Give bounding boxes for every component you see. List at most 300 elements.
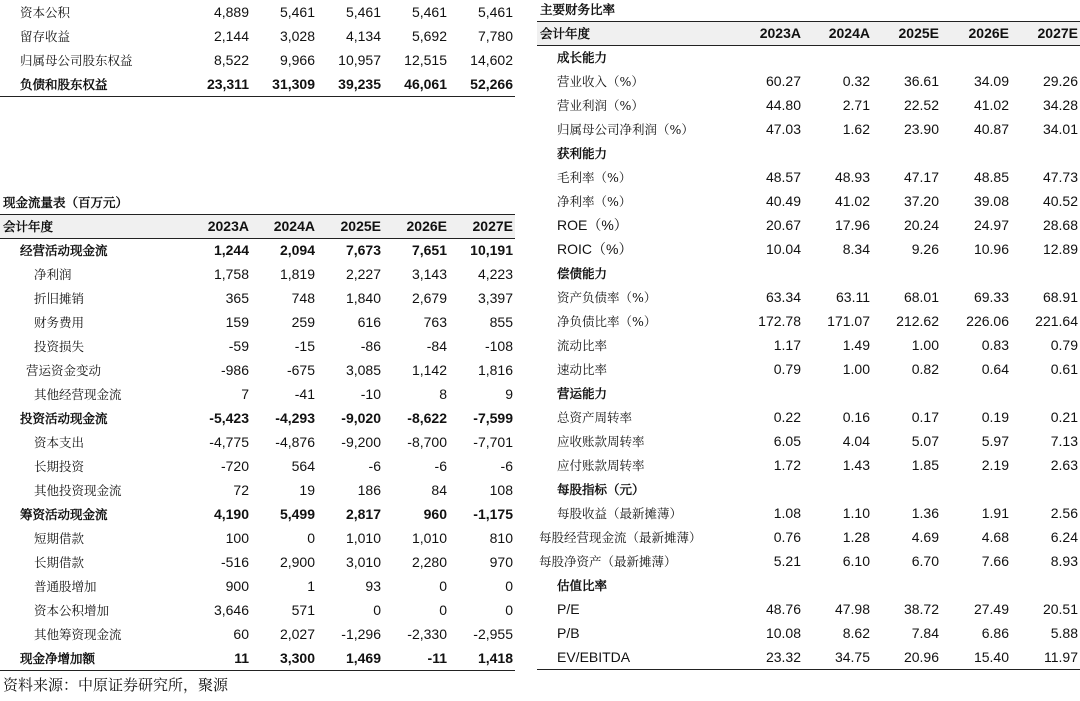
cell-value: [872, 573, 941, 597]
cell-value: 0.79: [773, 361, 801, 377]
cell-value: 48.85: [973, 169, 1009, 185]
cell-value: -720: [220, 458, 249, 474]
table-row-total: [0, 72, 515, 96]
cell-value: 28.68: [1042, 217, 1078, 233]
cell-value: 6.70: [911, 553, 939, 569]
row-label: 经营活动现金流: [20, 243, 108, 259]
cell-value: [803, 381, 872, 405]
cell-value: 60: [233, 626, 249, 642]
cell-value: 855: [489, 314, 513, 330]
cell-value: -7,599: [473, 410, 513, 426]
table-header-row: [537, 22, 1080, 45]
cell-value: 10.04: [765, 241, 801, 257]
cell-value: [734, 477, 803, 501]
cell-value: -2,330: [407, 626, 447, 642]
cell-value: 3,085: [345, 362, 381, 378]
cell-value: 3,028: [279, 28, 315, 44]
table-row: [537, 549, 1080, 573]
cell-value: 14,602: [470, 52, 513, 68]
cell-value: 2,817: [345, 506, 381, 522]
cell-value: [1011, 261, 1080, 285]
row-label: 其他筹资现金流: [34, 627, 122, 642]
table-row: [0, 382, 515, 406]
cell-value: 34.75: [834, 648, 870, 665]
row-label: 归属母公司股东权益: [20, 53, 133, 68]
cell-value: 748: [291, 290, 315, 306]
cell-value: [734, 573, 803, 597]
table-row: [0, 430, 515, 454]
cell-value: 5,692: [411, 28, 447, 44]
cell-value: 1,816: [477, 362, 513, 378]
cell-value: 159: [225, 314, 249, 330]
cell-value: [941, 45, 1011, 69]
row-label: 净利率（%）: [557, 194, 632, 209]
cell-value: 12.89: [1042, 241, 1078, 257]
cell-value: [1011, 141, 1080, 165]
cell-value: 0.16: [842, 409, 870, 425]
cell-value: 5,461: [279, 4, 315, 20]
row-label: ROE（%）: [557, 217, 628, 233]
row-label: 折旧摊销: [34, 291, 85, 306]
cell-value: 41.02: [973, 97, 1009, 113]
cell-value: 23.90: [903, 121, 939, 137]
table-row: [0, 286, 515, 310]
header-year: 2024A: [273, 218, 315, 235]
cell-value: 69.33: [973, 289, 1009, 305]
cell-value: 1.28: [842, 529, 870, 545]
cell-value: [734, 45, 803, 69]
table-row: [537, 165, 1080, 189]
cell-value: 1.17: [773, 337, 801, 353]
row-label: 营业收入（%）: [557, 74, 644, 89]
cell-value: 8: [439, 386, 447, 402]
table-row: [537, 429, 1080, 453]
ratios-body: [537, 45, 1080, 669]
cell-value: -11: [427, 649, 447, 666]
cell-value: 0.61: [1050, 361, 1078, 377]
cell-value: 1: [307, 578, 315, 594]
cell-value: -8,700: [407, 434, 447, 450]
cell-value: 0: [307, 530, 315, 546]
cell-value: 226.06: [966, 313, 1009, 329]
cell-value: [1011, 477, 1080, 501]
cell-value: 1.43: [842, 457, 870, 473]
cell-value: 40.52: [1042, 193, 1078, 209]
cell-value: 47.03: [765, 121, 801, 137]
table-row: [0, 478, 515, 502]
cell-value: 40.87: [973, 121, 1009, 137]
cell-value: 5,461: [477, 4, 513, 20]
cell-value: 6.24: [1050, 529, 1078, 545]
cell-value: 1.00: [842, 361, 870, 377]
cell-value: 2,900: [279, 554, 315, 570]
cell-value: 10.08: [765, 625, 801, 641]
cell-value: 6.05: [773, 433, 801, 449]
row-label: 总资产周转率: [557, 410, 633, 425]
cell-value: 4,889: [213, 4, 249, 20]
cash-flow-title: 现金流量表（百万元）: [0, 193, 515, 215]
row-label: 估值比率: [557, 578, 608, 593]
cell-value: 4.04: [842, 433, 870, 449]
cell-value: 6.10: [842, 553, 870, 569]
cell-value: 7.84: [911, 625, 939, 641]
cell-value: 100: [225, 530, 249, 546]
row-label: 短期借款: [34, 531, 85, 546]
row-label: 财务费用: [34, 315, 85, 330]
cell-value: 0.32: [842, 73, 870, 89]
table-row: [0, 622, 515, 646]
cell-value: [941, 573, 1011, 597]
cell-value: 37.20: [903, 193, 939, 209]
cell-value: [872, 477, 941, 501]
cell-value: 7.66: [981, 553, 1009, 569]
category-row: [537, 573, 1080, 597]
cell-value: -1,175: [473, 506, 513, 522]
cell-value: 38.72: [903, 601, 939, 617]
cell-value: 2.63: [1050, 457, 1078, 473]
header-label: 会计年度: [540, 26, 591, 42]
cell-value: 9: [505, 386, 513, 402]
cell-value: 0: [505, 578, 513, 594]
cell-value: 20.51: [1042, 601, 1078, 617]
cell-value: 1,469: [345, 649, 381, 666]
cell-value: 960: [423, 506, 447, 522]
cell-value: 0.17: [911, 409, 939, 425]
cell-value: 4.68: [981, 529, 1009, 545]
cell-value: 34.28: [1042, 97, 1078, 113]
cell-value: -108: [484, 338, 513, 354]
cell-value: 9.26: [911, 241, 939, 257]
row-label: 资本公积: [20, 5, 71, 20]
cell-value: 763: [423, 314, 447, 330]
cell-value: 171.07: [827, 313, 870, 329]
cell-value: -986: [220, 362, 249, 378]
category-row: [537, 141, 1080, 165]
cell-value: 1.49: [842, 337, 870, 353]
row-label: P/E: [557, 601, 580, 617]
table-row: [0, 502, 515, 526]
table-row: [537, 93, 1080, 117]
row-label: 长期投资: [34, 459, 85, 474]
table-row: [0, 454, 515, 478]
cell-value: 7,651: [411, 242, 447, 259]
cell-value: [1011, 45, 1080, 69]
cell-value: 1,418: [477, 649, 513, 666]
cell-value: 0: [439, 578, 447, 594]
cell-value: -41: [294, 386, 315, 402]
cell-value: 9,966: [279, 52, 315, 68]
cell-value: 5,499: [279, 506, 315, 522]
cell-value: 0: [439, 602, 447, 618]
cell-value: 27.49: [973, 601, 1009, 617]
cell-value: 17.96: [834, 217, 870, 233]
row-label: 应收账款周转率: [557, 434, 645, 449]
cell-value: 23,311: [206, 75, 249, 92]
cell-value: 2,027: [279, 626, 315, 642]
cell-value: 10,957: [338, 52, 381, 68]
cell-value: 4,223: [477, 266, 513, 282]
row-label: 资产负债率（%）: [557, 290, 657, 305]
cell-value: 48.57: [765, 169, 801, 185]
cell-value: 900: [225, 578, 249, 594]
cell-value: 20.96: [903, 648, 939, 665]
cell-value: 34.01: [1042, 121, 1078, 137]
cell-value: 48.76: [765, 601, 801, 617]
cell-value: 63.34: [765, 289, 801, 305]
cell-value: [734, 261, 803, 285]
table-row: [537, 357, 1080, 381]
cell-value: 4,134: [345, 28, 381, 44]
cell-value: 8.34: [842, 241, 870, 257]
cell-value: 0: [505, 602, 513, 618]
cell-value: 1.85: [911, 457, 939, 473]
cell-value: -84: [426, 338, 447, 354]
cell-value: 68.91: [1042, 289, 1078, 305]
cell-value: 3,010: [345, 554, 381, 570]
cell-value: 93: [365, 578, 381, 594]
cell-value: 5.97: [981, 433, 1009, 449]
cash-flow-panel: [0, 193, 515, 671]
cell-value: 3,646: [213, 602, 249, 618]
cell-value: [803, 261, 872, 285]
cell-value: 40.49: [765, 193, 801, 209]
cell-value: 5.88: [1050, 625, 1078, 641]
cell-value: -5,423: [209, 410, 249, 426]
cell-value: 7,673: [345, 242, 381, 259]
cell-value: 44.80: [765, 97, 801, 113]
cell-value: 1.36: [911, 505, 939, 521]
row-label: 净负债比率（%）: [557, 314, 657, 329]
cell-value: 22.52: [903, 97, 939, 113]
row-label: 营业利润（%）: [557, 98, 644, 113]
table-row: [537, 621, 1080, 645]
row-label: 其他经营现金流: [34, 387, 122, 402]
row-label: 筹资活动现金流: [20, 507, 108, 522]
row-label: 其他投资现金流: [34, 483, 122, 498]
row-label: 速动比率: [557, 362, 608, 377]
cell-value: 221.64: [1035, 313, 1078, 329]
table-row: [537, 597, 1080, 621]
cell-value: -2,955: [473, 626, 513, 642]
cell-value: 68.01: [903, 289, 939, 305]
cell-value: -4,293: [275, 410, 315, 426]
cell-value: -4,876: [275, 434, 315, 450]
cell-value: 39.08: [973, 193, 1009, 209]
cell-value: 34.09: [973, 73, 1009, 89]
cell-value: 63.11: [836, 289, 870, 305]
cell-value: 52,266: [470, 75, 513, 92]
row-label: 营运能力: [557, 386, 608, 401]
cell-value: [872, 261, 941, 285]
table-header-row: [0, 215, 515, 238]
cell-value: [1011, 573, 1080, 597]
row-label: 资本公积增加: [34, 603, 110, 618]
cell-value: 29.26: [1042, 73, 1078, 89]
header-year: 2025E: [340, 218, 381, 235]
cell-value: [803, 45, 872, 69]
header-year: 2027E: [472, 218, 513, 235]
cell-value: -6: [434, 458, 447, 474]
cell-value: 36.61: [903, 73, 939, 89]
cell-value: 616: [357, 314, 381, 330]
table-row: [0, 526, 515, 550]
cell-value: 31,309: [272, 75, 315, 92]
cell-value: 48.93: [834, 169, 870, 185]
cell-value: 108: [489, 482, 513, 498]
cell-value: 1.72: [773, 457, 801, 473]
cell-value: 1,142: [411, 362, 447, 378]
cell-value: 11.97: [1044, 648, 1078, 665]
cell-value: 12,515: [404, 52, 447, 68]
row-label: P/B: [557, 625, 580, 641]
cell-value: 5,461: [345, 4, 381, 20]
cell-value: [872, 381, 941, 405]
cell-value: 3,397: [477, 290, 513, 306]
row-label: 负债和股东权益: [20, 76, 108, 92]
cell-value: [803, 141, 872, 165]
cell-value: [872, 141, 941, 165]
cell-value: 1.00: [911, 337, 939, 353]
cell-value: -59: [228, 338, 249, 354]
row-label: 每股经营现金流（最新摊薄）: [539, 530, 702, 545]
cell-value: 0.21: [1050, 409, 1078, 425]
cell-value: 5.21: [773, 553, 801, 569]
cell-value: 365: [225, 290, 249, 306]
cell-value: [803, 573, 872, 597]
cell-value: 212.62: [896, 313, 939, 329]
cell-value: 4,190: [213, 506, 249, 522]
cell-value: 23.32: [765, 648, 801, 665]
table-row: [0, 48, 515, 72]
cell-value: 2,227: [345, 266, 381, 282]
cell-value: [941, 261, 1011, 285]
cell-value: 0.83: [981, 337, 1009, 353]
row-label: 普通股增加: [34, 579, 97, 594]
header-year: 2026E: [968, 25, 1009, 42]
row-label: 净利润: [34, 267, 72, 282]
table-row: [537, 69, 1080, 93]
row-label: 营运资金变动: [26, 363, 102, 378]
cell-value: 7: [241, 386, 249, 402]
table-row: [0, 574, 515, 598]
cell-value: [734, 381, 803, 405]
cell-value: 571: [291, 602, 315, 618]
row-label: 流动比率: [557, 338, 608, 353]
cell-value: -86: [360, 338, 381, 354]
cell-value: 47.17: [903, 169, 939, 185]
cell-value: 0.79: [1050, 337, 1078, 353]
cell-value: 8.93: [1050, 553, 1078, 569]
cell-value: 39,235: [338, 75, 381, 92]
table-row: [537, 525, 1080, 549]
cell-value: 1,840: [345, 290, 381, 306]
cell-value: 4.69: [911, 529, 939, 545]
row-label: 现金净增加额: [20, 650, 96, 666]
cell-value: -15: [294, 338, 315, 354]
cell-value: 10.96: [973, 241, 1009, 257]
cell-value: 2,144: [213, 28, 249, 44]
cell-value: -6: [368, 458, 381, 474]
cell-value: 1,758: [213, 266, 249, 282]
row-label: 每股指标（元）: [557, 482, 645, 497]
cell-value: 7.13: [1050, 433, 1078, 449]
table-row: [537, 501, 1080, 525]
cell-value: 72: [233, 482, 249, 498]
row-label: 资本支出: [34, 435, 85, 450]
cell-value: 810: [489, 530, 513, 546]
cell-value: 564: [291, 458, 315, 474]
row-label: 每股收益（最新摊薄）: [557, 506, 683, 521]
table-row: [537, 117, 1080, 141]
cell-value: -8,622: [407, 410, 447, 426]
cell-value: -10: [360, 386, 381, 402]
header-year: 2023A: [207, 218, 249, 235]
cell-value: 24.97: [973, 217, 1009, 233]
header-year: 2023A: [759, 25, 801, 42]
table-row: [0, 334, 515, 358]
cell-value: 1.10: [842, 505, 870, 521]
cell-value: 41.02: [834, 193, 870, 209]
cell-value: 2.71: [842, 97, 870, 113]
cell-value: 19: [299, 482, 315, 498]
row-label: 偿债能力: [557, 266, 608, 281]
cell-value: 46,061: [404, 75, 447, 92]
cash-flow-body: [0, 238, 515, 670]
table-row: [0, 598, 515, 622]
header-year: 2027E: [1037, 25, 1078, 42]
row-label: 获利能力: [557, 146, 608, 161]
cell-value: 970: [489, 554, 513, 570]
category-row: [537, 261, 1080, 285]
cell-value: 0.64: [981, 361, 1009, 377]
cell-value: 47.98: [834, 601, 870, 617]
cell-value: 60.27: [765, 73, 801, 89]
ratios-title: 主要财务比率: [537, 0, 1080, 22]
cell-value: -9,200: [341, 434, 381, 450]
table-row: [537, 285, 1080, 309]
table-row: [537, 405, 1080, 429]
table-row: [537, 333, 1080, 357]
row-label: 投资活动现金流: [20, 411, 108, 426]
category-row: [537, 381, 1080, 405]
cell-value: 47.73: [1042, 169, 1078, 185]
table-row: [537, 453, 1080, 477]
cell-value: 172.78: [758, 313, 801, 329]
cell-value: [803, 477, 872, 501]
cell-value: -7,701: [473, 434, 513, 450]
cell-value: 7,780: [477, 28, 513, 44]
table-row: [0, 24, 515, 48]
cell-value: [941, 381, 1011, 405]
row-label: 成长能力: [557, 50, 608, 66]
cell-value: -1,296: [341, 626, 381, 642]
cell-value: 0.19: [981, 409, 1009, 425]
table-row: [537, 237, 1080, 261]
cell-value: 5,461: [411, 4, 447, 20]
cell-value: 5.07: [911, 433, 939, 449]
ratios-table: [537, 22, 1080, 670]
row-label: ROIC（%）: [557, 241, 633, 257]
cell-value: 1,819: [279, 266, 315, 282]
cell-value: 6.86: [981, 625, 1009, 641]
cell-value: 10,191: [470, 242, 513, 259]
row-label: 归属母公司净利润（%）: [557, 122, 694, 137]
table-row: [0, 238, 515, 262]
header-year: 2026E: [406, 218, 447, 235]
cell-value: 2,280: [411, 554, 447, 570]
cell-value: 0.22: [773, 409, 801, 425]
row-label: 应付账款周转率: [557, 458, 645, 473]
